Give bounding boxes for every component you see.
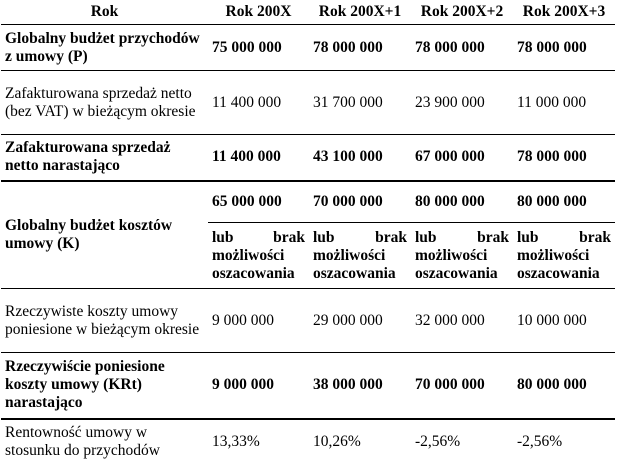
row-label-costs-cumulative: Rzeczywiście poniesione koszty umowy (KRt) narastająco <box>1 353 208 419</box>
row-label-sales-current: Zafakturowana sprzedaż netto (bez VAT) w bieżącym okresie <box>1 71 208 135</box>
table-cell: 11 400 000 <box>208 71 309 135</box>
table-cell: 78 000 000 <box>415 38 485 56</box>
table-cell: 10 000 000 <box>513 289 615 353</box>
table-row <box>1 25 615 71</box>
table-cell: lub brak możliwości oszacowania <box>208 223 309 289</box>
table-row <box>1 419 615 465</box>
table-cell: 80 000 000 <box>513 181 615 223</box>
table-row <box>1 353 615 419</box>
table-cell: -2,56% <box>411 419 513 465</box>
table-cell: lub brak możliwości oszacowania <box>309 223 411 289</box>
table-cell: 29 000 000 <box>309 289 411 353</box>
table-cell: 43 100 000 <box>309 135 411 181</box>
table-cell: lub brak możliwości oszacowania <box>411 223 513 289</box>
table-cell: 67 000 000 <box>411 135 513 181</box>
table-row <box>1 135 615 181</box>
header-row <box>1 0 615 25</box>
table-cell: 78 000 000 <box>513 135 615 181</box>
table-cell: -2,56% <box>513 419 615 465</box>
table-cell: 80 000 000 <box>513 353 615 419</box>
table-row <box>1 71 615 135</box>
table-cell: 11 400 000 <box>208 135 309 181</box>
header-year-2: Rok 200X+1 <box>309 0 411 25</box>
table-cell: 38 000 000 <box>309 353 411 419</box>
table-cell: 31 700 000 <box>309 71 411 135</box>
revenue-cost-table <box>1 0 615 465</box>
table-cell: 65 000 000 <box>208 181 309 223</box>
table-row <box>1 181 615 223</box>
table-cell: 70 000 000 <box>309 181 411 223</box>
table-cell: 75 000 000 <box>212 38 282 56</box>
table-cell: 10,26% <box>309 419 411 465</box>
table-cell: 9 000 000 <box>208 353 309 419</box>
table-cell: 78 000 000 <box>313 38 383 56</box>
table-cell: 32 000 000 <box>411 289 513 353</box>
table-cell: 9 000 000 <box>208 289 309 353</box>
header-year-label: Rok <box>1 0 208 25</box>
table-cell: 13,33% <box>208 419 309 465</box>
table-cell: 70 000 000 <box>411 353 513 419</box>
row-label-budget-costs: Globalny budżet kosztów umowy (K) <box>1 181 208 289</box>
table-cell: 11 000 000 <box>513 71 615 135</box>
row-label-sales-cumulative: Zafakturowana sprzedaż netto narastająco <box>1 135 208 181</box>
header-year-4: Rok 200X+3 <box>513 0 615 25</box>
table-cell: 80 000 000 <box>411 181 513 223</box>
row-label-budget-revenue: Globalny budżet przychodów z umowy (P) <box>5 29 200 65</box>
row-label-costs-current: Rzeczywiste koszty umowy poniesione w bieżącym okresie <box>1 289 208 353</box>
table-cell: 23 900 000 <box>411 71 513 135</box>
table-row <box>1 289 615 353</box>
table-cell: lub brak możliwości oszacowania <box>513 223 615 289</box>
row-label-profitability: Rentowność umowy w stosunku do przychodów <box>1 419 208 465</box>
header-year-1: Rok 200X <box>208 0 309 25</box>
table-cell: 78 000 000 <box>517 38 587 56</box>
header-year-3: Rok 200X+2 <box>411 0 513 25</box>
